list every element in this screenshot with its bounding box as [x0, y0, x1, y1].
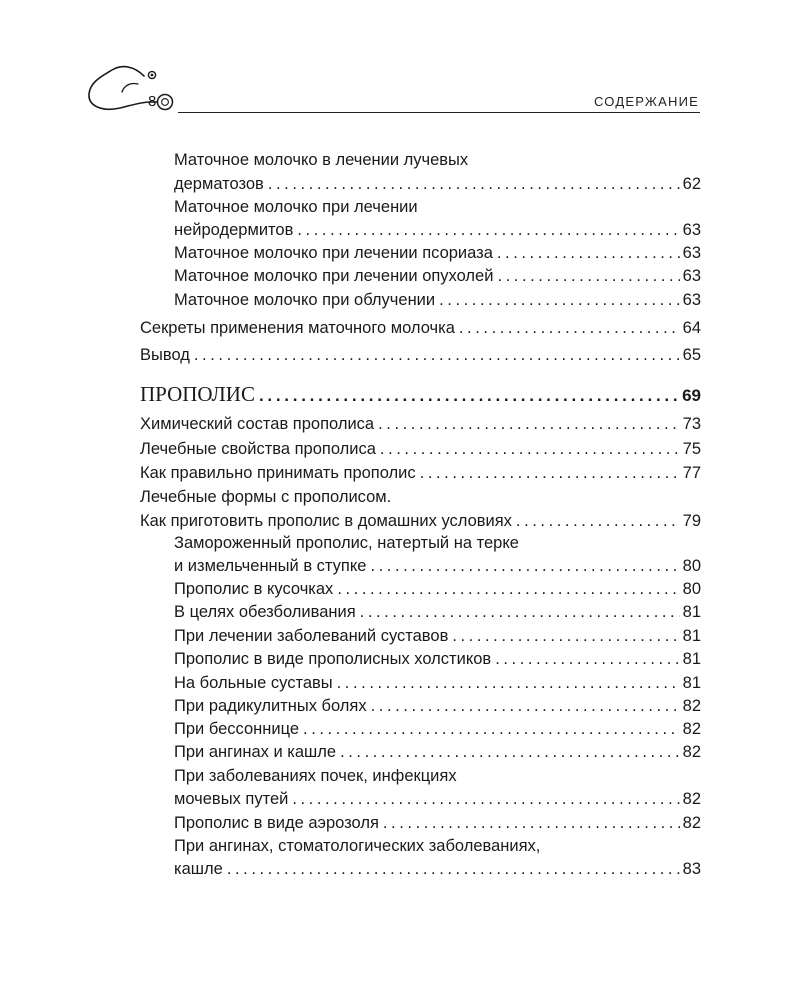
- toc-entry-title: дерматозов: [174, 175, 264, 193]
- toc-entry: [174, 858, 701, 880]
- dot-leader: [227, 858, 680, 880]
- toc-page-number: 75: [682, 440, 701, 458]
- toc-page-number: 63: [682, 244, 701, 262]
- toc-page-number: 62: [682, 175, 701, 193]
- toc-entry-title: При ангинах, стоматологических заболеваниях,: [174, 837, 541, 855]
- toc-entry: [174, 265, 701, 287]
- toc-page-number: 63: [682, 291, 701, 309]
- dot-leader: [337, 578, 679, 600]
- toc-entry: [174, 765, 701, 787]
- toc-part-title: ПРОПОЛИС: [140, 382, 255, 406]
- toc-page-number: 77: [682, 464, 701, 482]
- dot-leader: [459, 317, 680, 339]
- dot-leader: [297, 219, 679, 241]
- toc-entry: [140, 413, 701, 435]
- toc-entry-title: Лечебные формы с прополисом.: [140, 488, 392, 506]
- header-rule: [178, 112, 700, 113]
- toc-entry-title: При ангинах и кашле: [174, 743, 337, 761]
- toc-entry-title: Вывод: [140, 346, 190, 364]
- toc-entry-title: При лечении заболеваний суставов: [174, 627, 449, 645]
- dot-leader: [259, 383, 679, 409]
- toc-entry-title: Как правильно принимать прополис: [140, 464, 416, 482]
- stethoscope-icon: [86, 62, 186, 114]
- toc-entry: [174, 718, 701, 740]
- dot-leader: [378, 413, 680, 435]
- toc-entry: [174, 219, 701, 241]
- toc-page-number: 81: [682, 627, 701, 645]
- toc-entry: [174, 173, 701, 195]
- toc-entry: [174, 555, 701, 577]
- dot-leader: [370, 555, 679, 577]
- dot-leader: [383, 812, 680, 834]
- toc-entry: [174, 812, 701, 834]
- toc-page-number: 73: [682, 415, 701, 433]
- toc-entry: [140, 486, 701, 508]
- toc-page-number: 69: [682, 386, 701, 405]
- toc-entry: [140, 510, 701, 532]
- toc-entry-title: Лечебные свойства прополиса: [140, 440, 376, 458]
- toc-entry: [174, 289, 701, 311]
- toc-page-number: 79: [682, 512, 701, 530]
- toc-entry-title: Маточное молочко при лечении псориаза: [174, 244, 493, 262]
- toc-page-number: 82: [682, 697, 701, 715]
- dot-leader: [371, 695, 680, 717]
- toc-page-number: 81: [682, 674, 701, 692]
- toc-entry-title: кашле: [174, 860, 223, 878]
- toc-page-number: 83: [682, 860, 701, 878]
- toc-part-heading: [140, 381, 701, 409]
- toc-entry: [174, 149, 701, 171]
- toc-entry: [174, 532, 701, 554]
- toc-page-number: 80: [682, 557, 701, 575]
- toc-entry: [174, 672, 701, 694]
- toc-entry: [140, 462, 701, 484]
- toc-entry-title: Химический состав прополиса: [140, 415, 375, 433]
- toc-entry-title: мочевых путей: [174, 790, 289, 808]
- toc-entry: [174, 788, 701, 810]
- toc-entry-title: Прополис в виде аэрозоля: [174, 814, 379, 832]
- toc-page-number: 81: [682, 603, 701, 621]
- toc-entry: [174, 578, 701, 600]
- toc-entry: [174, 242, 701, 264]
- toc-entry: [174, 601, 701, 623]
- toc-page-number: 80: [682, 580, 701, 598]
- dot-leader: [497, 265, 679, 287]
- toc-entry: [174, 835, 701, 857]
- dot-leader: [495, 648, 679, 670]
- toc-entry-title: Замороженный прополис, натертый на терке: [174, 534, 519, 552]
- toc-entry: [174, 648, 701, 670]
- dot-leader: [194, 344, 680, 366]
- toc-entry: [140, 344, 701, 366]
- toc-page-number: 82: [682, 814, 701, 832]
- toc-page-number: 63: [682, 221, 701, 239]
- toc-page-number: 82: [682, 720, 701, 738]
- toc-entry-title: При заболеваниях почек, инфекциях: [174, 767, 457, 785]
- toc-entry-title: На больные суставы: [174, 674, 333, 692]
- toc-entry-title: Секреты применения маточного молочка: [140, 319, 455, 337]
- page-number: 8: [148, 93, 157, 110]
- dot-leader: [337, 672, 680, 694]
- section-title: СОДЕРЖАНИЕ: [593, 94, 699, 109]
- toc-page-number: 82: [682, 790, 701, 808]
- toc-entry-title: При бессоннице: [174, 720, 300, 738]
- dot-leader: [516, 510, 680, 532]
- toc-entry-title: При радикулитных болях: [174, 697, 367, 715]
- toc-entry-title: Как приготовить прополис в домашних условиях: [140, 512, 512, 530]
- dot-leader: [340, 741, 680, 763]
- toc-entry-title: В целях обезболивания: [174, 603, 356, 621]
- toc-entry-title: Маточное молочко в лечении лучевых: [174, 151, 469, 169]
- toc-entry-title: Прополис в виде прополисных холстиков: [174, 650, 492, 668]
- toc-entry-title: нейродермитов: [174, 221, 294, 239]
- toc-page-number: 63: [682, 267, 701, 285]
- toc-page-number: 65: [682, 346, 701, 364]
- dot-leader: [380, 438, 680, 460]
- toc-entry: [174, 695, 701, 717]
- dot-leader: [452, 625, 679, 647]
- dot-leader: [360, 601, 680, 623]
- toc-entry-title: Маточное молочко при лечении опухолей: [174, 267, 494, 285]
- dot-leader: [292, 788, 679, 810]
- toc-entry-title: и измельченный в ступке: [174, 557, 367, 575]
- toc-page-number: 64: [682, 319, 701, 337]
- dot-leader: [497, 242, 680, 264]
- toc-page-number: 81: [682, 650, 701, 668]
- toc-entry: [174, 625, 701, 647]
- page-header: [0, 0, 800, 120]
- dot-leader: [420, 462, 680, 484]
- toc-entry-title: Маточное молочко при лечении: [174, 198, 418, 216]
- dot-leader: [268, 173, 680, 195]
- dot-leader: [439, 289, 680, 311]
- dot-leader: [303, 718, 680, 740]
- toc-entry: [140, 438, 701, 460]
- toc-entry-title: Прополис в кусочках: [174, 580, 334, 598]
- toc-page-number: 82: [682, 743, 701, 761]
- toc-entry: [174, 741, 701, 763]
- toc-entry: [174, 196, 701, 218]
- toc-entry: [140, 317, 701, 339]
- toc-entry-title: Маточное молочко при облучении: [174, 291, 436, 309]
